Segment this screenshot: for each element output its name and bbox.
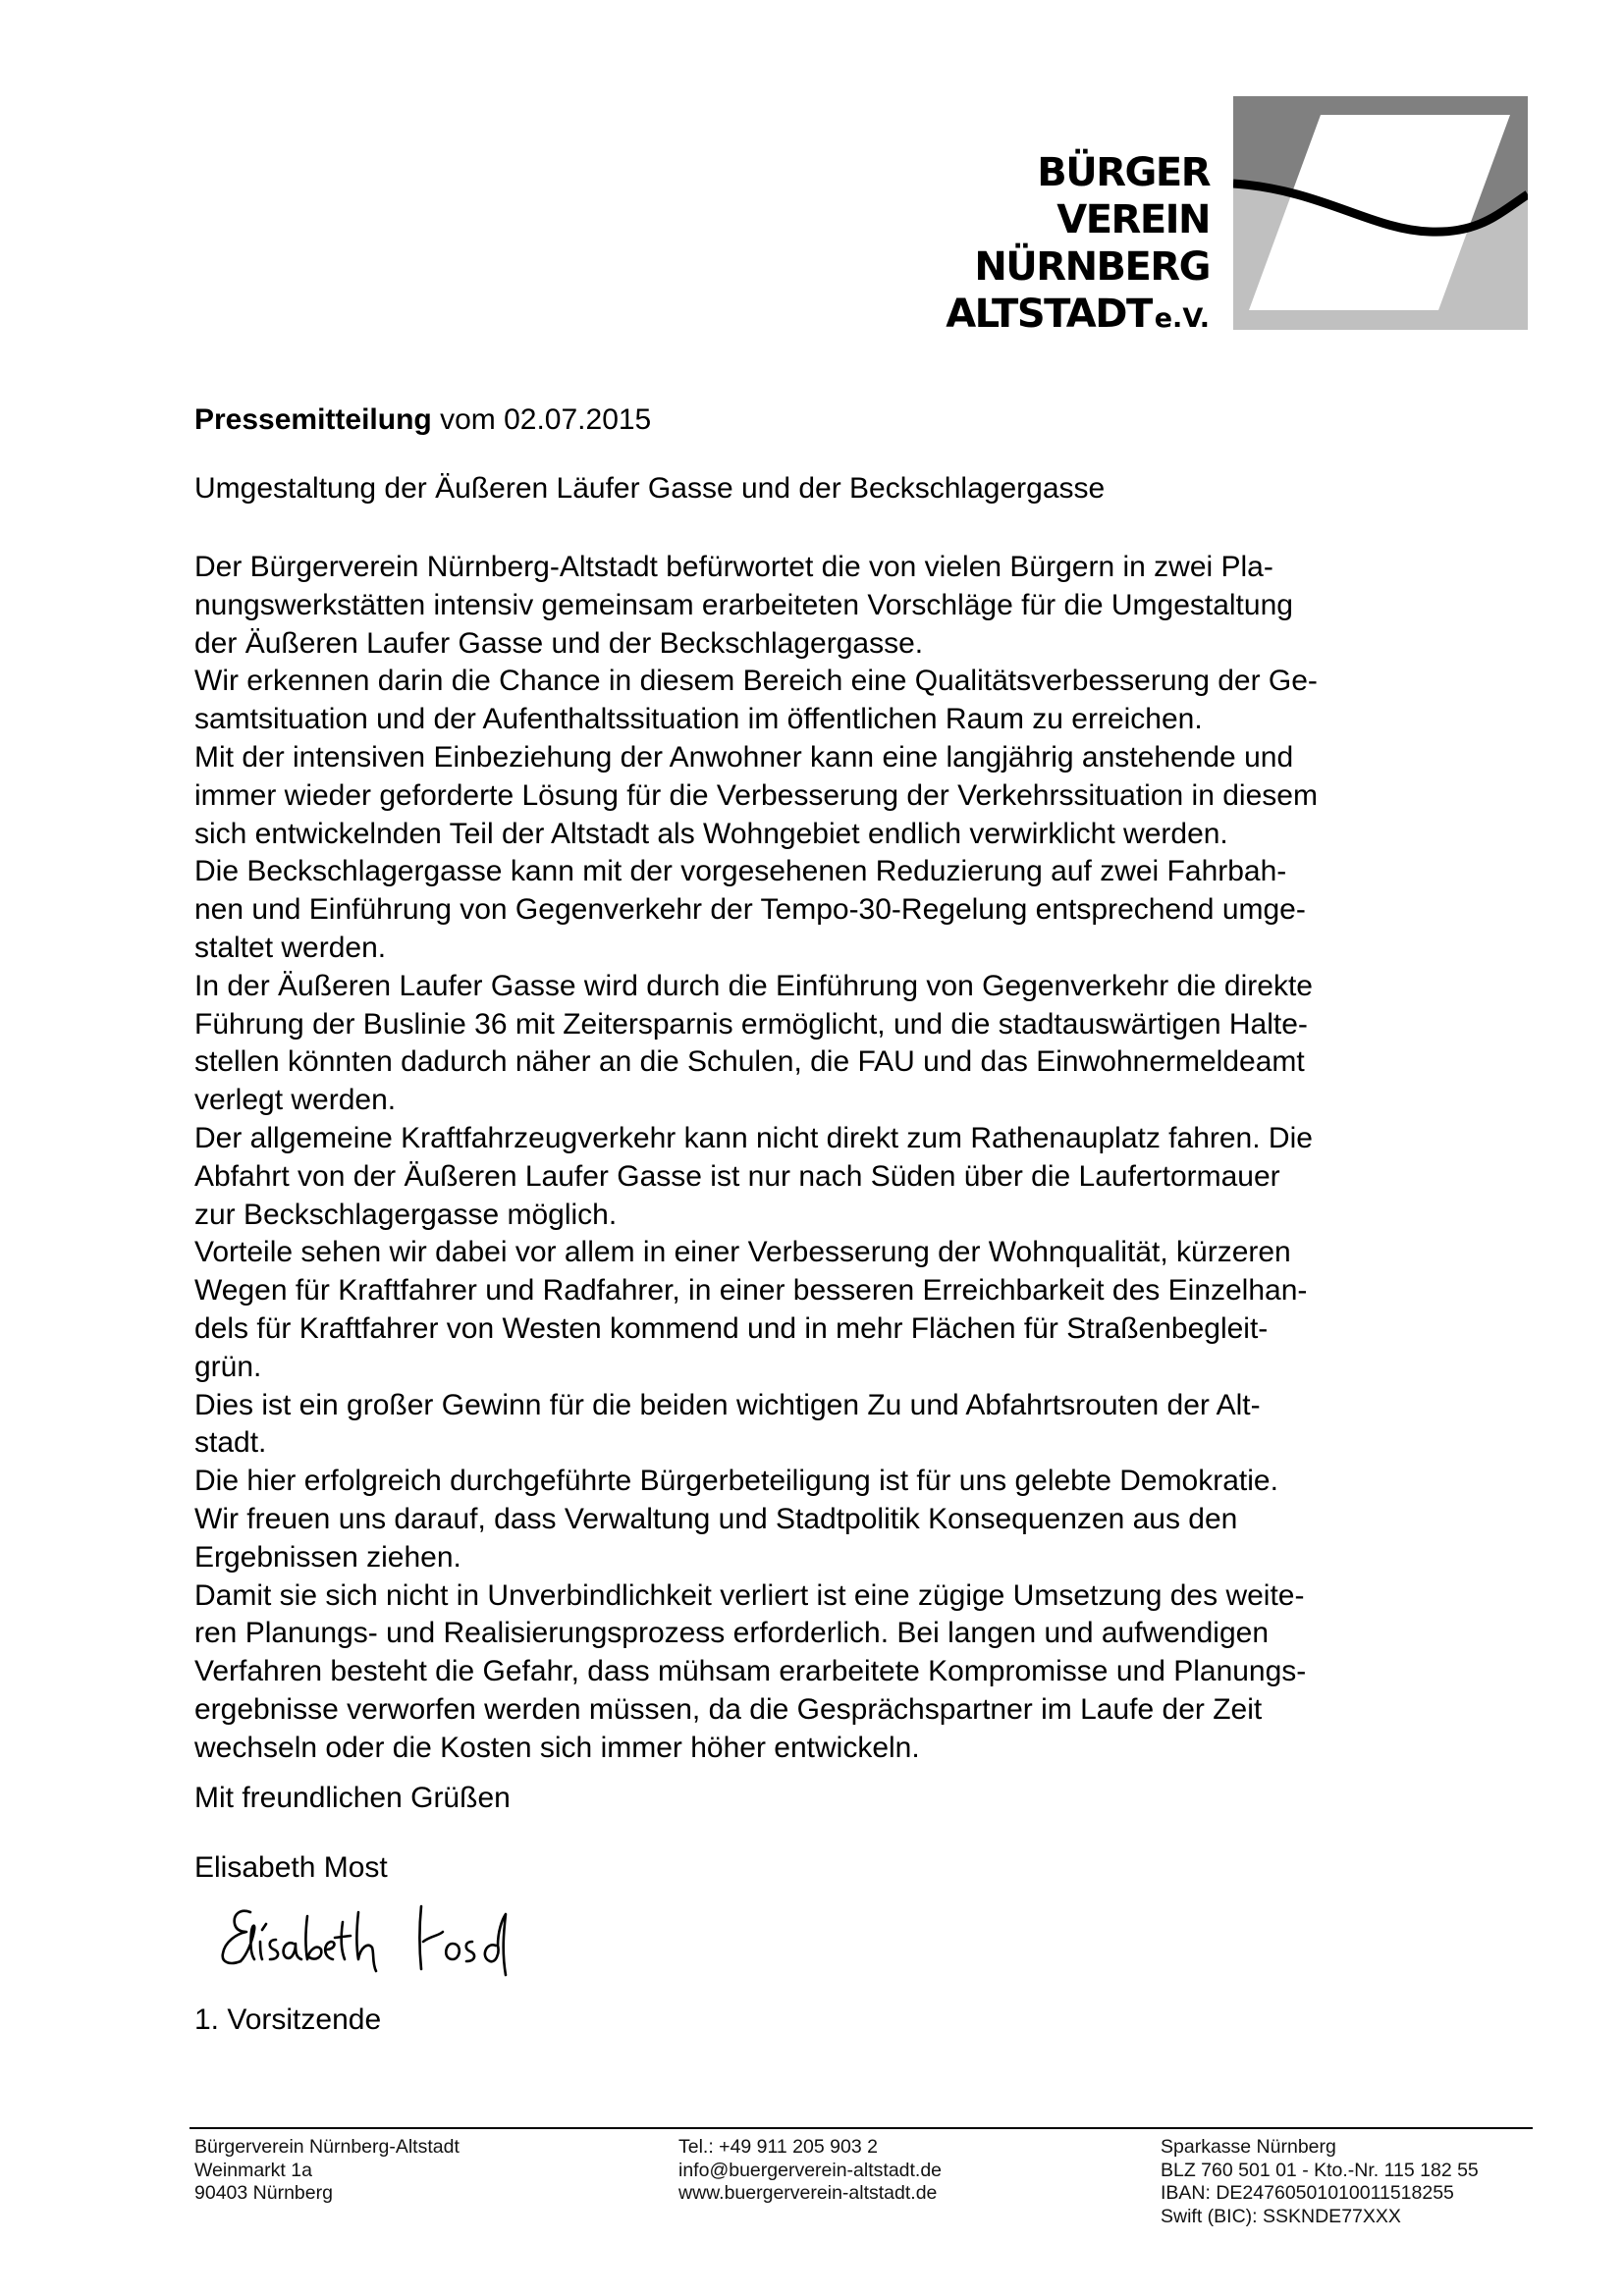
footer-city: 90403 Nürnberg <box>194 2182 333 2204</box>
body-line: dels für Kraftfahrer von Westen kommend und in mehr Flächen für Straßenbegleit- <box>194 1311 1269 1345</box>
body-line: nungswerkstätten intensiv gemeinsam erarbeiteten Vorschläge für die Umgestaltung <box>194 588 1293 621</box>
body-line: Verfahren besteht die Gefahr, dass mühsam erarbeitete Kompromisse und Planungs- <box>194 1655 1307 1688</box>
body-line: ergebnisse verworfen werden müssen, da die Gesprächspartner im Laufe der Zeit <box>194 1692 1263 1726</box>
body-line: stadt. <box>194 1426 267 1460</box>
body-line: Vorteile sehen wir dabei vor allem in einer Verbesserung der Wohnqualität, kürzeren <box>194 1236 1291 1269</box>
body-line: Wegen für Kraftfahrer und Radfahrer, in einer besseren Erreichbarkeit des Einzelhan- <box>194 1274 1308 1308</box>
footer-address <box>194 2136 460 2206</box>
handwritten-signature <box>211 1902 565 1985</box>
body-line: stellen könnten dadurch näher an die Schulen, die FAU und das Einwohnermeldeamt <box>194 1045 1305 1079</box>
footer-phone: Tel.: +49 911 205 903 2 <box>678 2136 878 2158</box>
footer-iban: IBAN: DE24760501010011518255 <box>1161 2182 1454 2204</box>
footer-street: Weinmarkt 1a <box>194 2159 312 2181</box>
footer-blz-account: BLZ 760 501 01 - Kto.-Nr. 115 182 55 <box>1161 2159 1479 2181</box>
press-release-body <box>194 549 1549 1768</box>
footer-bic: Swift (BIC): SSKNDE77XXX <box>1161 2205 1401 2227</box>
logo-altstadt-word: ALTSTADT <box>946 292 1152 337</box>
body-line: ren Planungs- und Realisierungsprozess erforderlich. Bei langen und aufwendigen <box>194 1617 1270 1650</box>
logo-ev-suffix: e.V. <box>1154 303 1210 334</box>
body-line: der Äußeren Laufer Gasse und der Beckschlagergasse. <box>194 626 924 660</box>
logo-line-nuernberg: NÜRNBERG <box>974 244 1210 290</box>
press-release-label: Pressemitteilung <box>194 403 432 436</box>
press-release-heading <box>194 403 651 437</box>
body-line: Mit der intensiven Einbeziehung der Anwohner kann eine langjährig anstehende und <box>194 740 1294 774</box>
body-line: Dies ist ein großer Gewinn für die beiden wichtigen Zu und Abfahrtsrouten der Alt- <box>194 1388 1261 1421</box>
signer-role: 1. Vorsitzende <box>194 2003 382 2036</box>
body-line: Wir erkennen darin die Chance in diesem Bereich eine Qualitätsverbesserung der Ge- <box>194 665 1318 698</box>
organization-logo-text <box>923 149 1210 343</box>
footer-email-link[interactable]: info@buergerverein-altstadt.de <box>678 2159 943 2181</box>
body-line: Die Beckschlagergasse kann mit der vorgesehenen Reduzierung auf zwei Fahrbah- <box>194 855 1287 888</box>
footer-bank-name: Sparkasse Nürnberg <box>1161 2136 1336 2158</box>
press-release-subject: Umgestaltung der Äußeren Läufer Gasse und der Beckschlagergasse <box>194 472 1106 505</box>
body-line: staltet werden. <box>194 931 387 964</box>
body-line: Die hier erfolgreich durchgeführte Bürgerbeteiligung ist für uns gelebte Demokratie. <box>194 1465 1278 1498</box>
organization-logo-icon <box>1233 96 1528 330</box>
footer-website-link[interactable]: www.buergerverein-altstadt.de <box>678 2182 938 2204</box>
body-line: verlegt werden. <box>194 1084 397 1117</box>
logo-line-altstadt <box>923 291 1210 343</box>
body-line: samtsituation und der Aufenthaltssituation im öffentlichen Raum zu erreichen. <box>194 703 1203 736</box>
body-line: grün. <box>194 1350 262 1383</box>
body-line: wechseln oder die Kosten sich immer höher entwickeln. <box>194 1731 920 1764</box>
closing-greeting: Mit freundlichen Grüßen <box>194 1782 511 1814</box>
footer-contact <box>678 2136 942 2206</box>
body-line: Führung der Buslinie 36 mit Zeitersparnis ermöglicht, und die stadtauswärtigen Halte- <box>194 1007 1308 1041</box>
logo-line-buerger: BÜRGER <box>1037 150 1210 195</box>
body-line: zur Beckschlagergasse möglich. <box>194 1198 618 1231</box>
footer-bank-details <box>1161 2136 1479 2228</box>
logo-line-verein: VEREIN <box>1056 197 1210 242</box>
footer-divider <box>189 2127 1533 2129</box>
body-line: Der allgemeine Kraftfahrzeugverkehr kann nicht direkt zum Rathenauplatz fahren. Die <box>194 1121 1313 1154</box>
body-line: Der Bürgerverein Nürnberg-Altstadt befürwortet die von vielen Bürgern in zwei Pla- <box>194 551 1273 583</box>
body-line: nen und Einführung von Gegenverkehr der Tempo-30-Regelung entsprechend umge- <box>194 893 1306 927</box>
body-line: In der Äußeren Laufer Gasse wird durch die Einführung von Gegenverkehr die direkte <box>194 969 1313 1002</box>
signer-name: Elisabeth Most <box>194 1851 388 1884</box>
body-line: Damit sie sich nicht in Unverbindlichkeit verliert ist eine zügige Umsetzung des weite- <box>194 1578 1305 1612</box>
body-line: sich entwickelnden Teil der Altstadt als Wohngebiet endlich verwirklicht werden. <box>194 817 1228 850</box>
body-line: Wir freuen uns darauf, dass Verwaltung und Stadtpolitik Konsequenzen aus den <box>194 1502 1238 1535</box>
body-line: Ergebnissen ziehen. <box>194 1540 461 1574</box>
body-line: Abfahrt von der Äußeren Laufer Gasse ist nur nach Süden über die Laufertormauer <box>194 1159 1280 1193</box>
body-line: immer wieder geforderte Lösung für die Verbesserung der Verkehrssituation in diesem <box>194 778 1318 812</box>
footer-org-name: Bürgerverein Nürnberg-Altstadt <box>194 2136 460 2158</box>
press-release-date: vom 02.07.2015 <box>431 403 652 436</box>
